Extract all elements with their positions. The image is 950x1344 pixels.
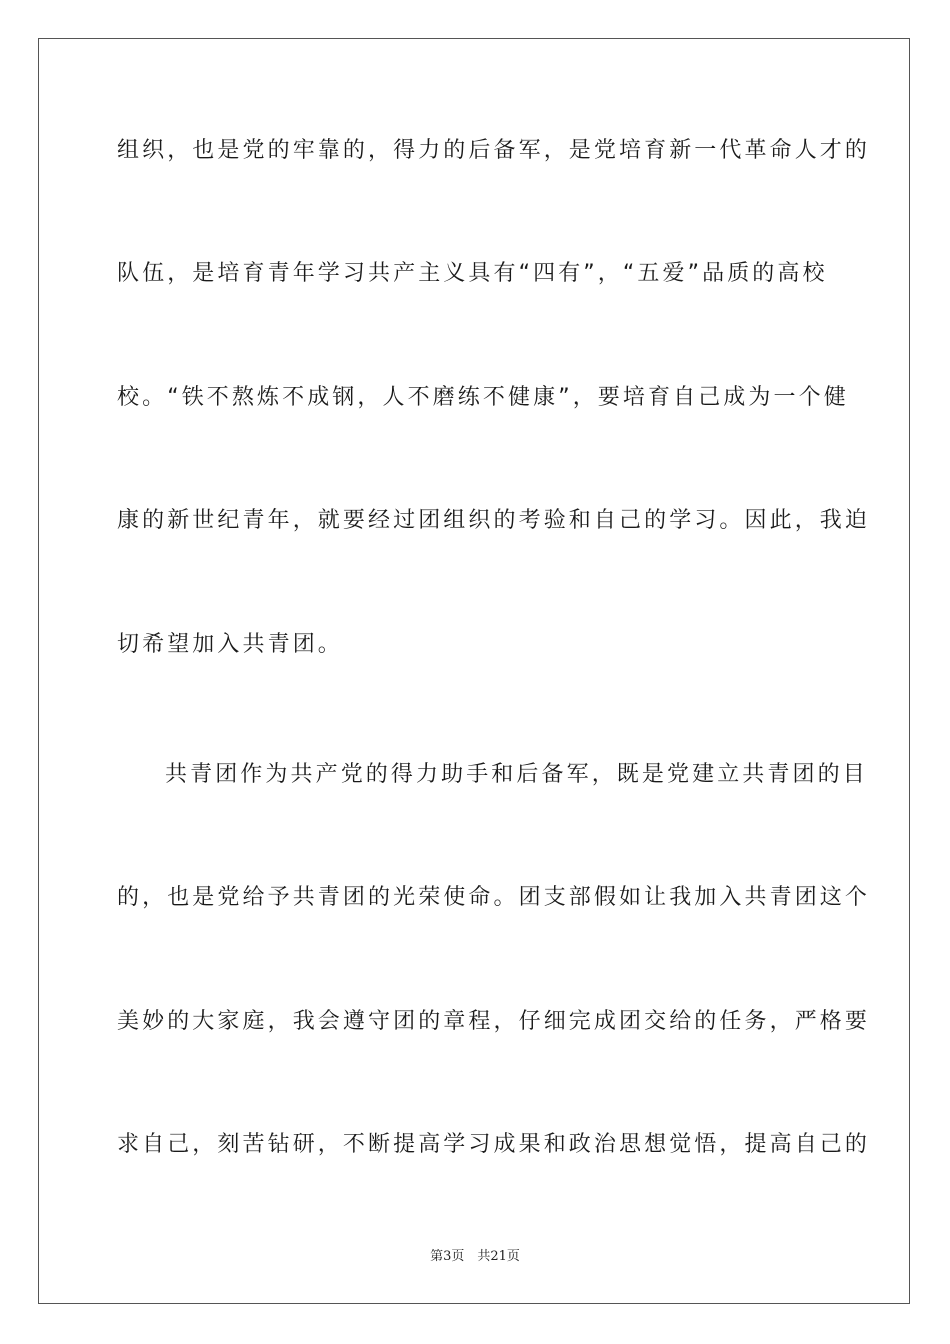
body-text-line: 美妙的大家庭，我会遵守团的章程，仔细完成团交给的任务，严格要: [117, 1009, 871, 1034]
body-text-line: 队伍，是培育青年学习共产主义具有“四有”，“五爱”品质的高校: [117, 261, 828, 286]
page-number-footer: 第3页 共21页: [430, 1249, 520, 1264]
body-text-line: 组织，也是党的牢靠的，得力的后备军，是党培育新一代革命人才的: [117, 138, 871, 163]
page-border: [38, 38, 910, 1304]
body-text-line: 校。“铁不熬炼不成钢，人不磨练不健康”，要培育自己成为一个健: [117, 385, 849, 410]
paragraph-first-line: 共青团作为共产党的得力助手和后备军，既是党建立共青团的目: [165, 762, 868, 787]
body-text-line: 的，也是党给予共青团的光荣使命。团支部假如让我加入共青团这个: [117, 885, 871, 910]
body-text-line: 康的新世纪青年，就要经过团组织的考验和自己的学习。因此，我迫: [117, 508, 871, 533]
body-text-line: 求自己，刻苦钻研，不断提高学习成果和政治思想觉悟，提高自己的: [117, 1132, 871, 1157]
body-text-line: 切希望加入共青团。: [117, 632, 343, 657]
